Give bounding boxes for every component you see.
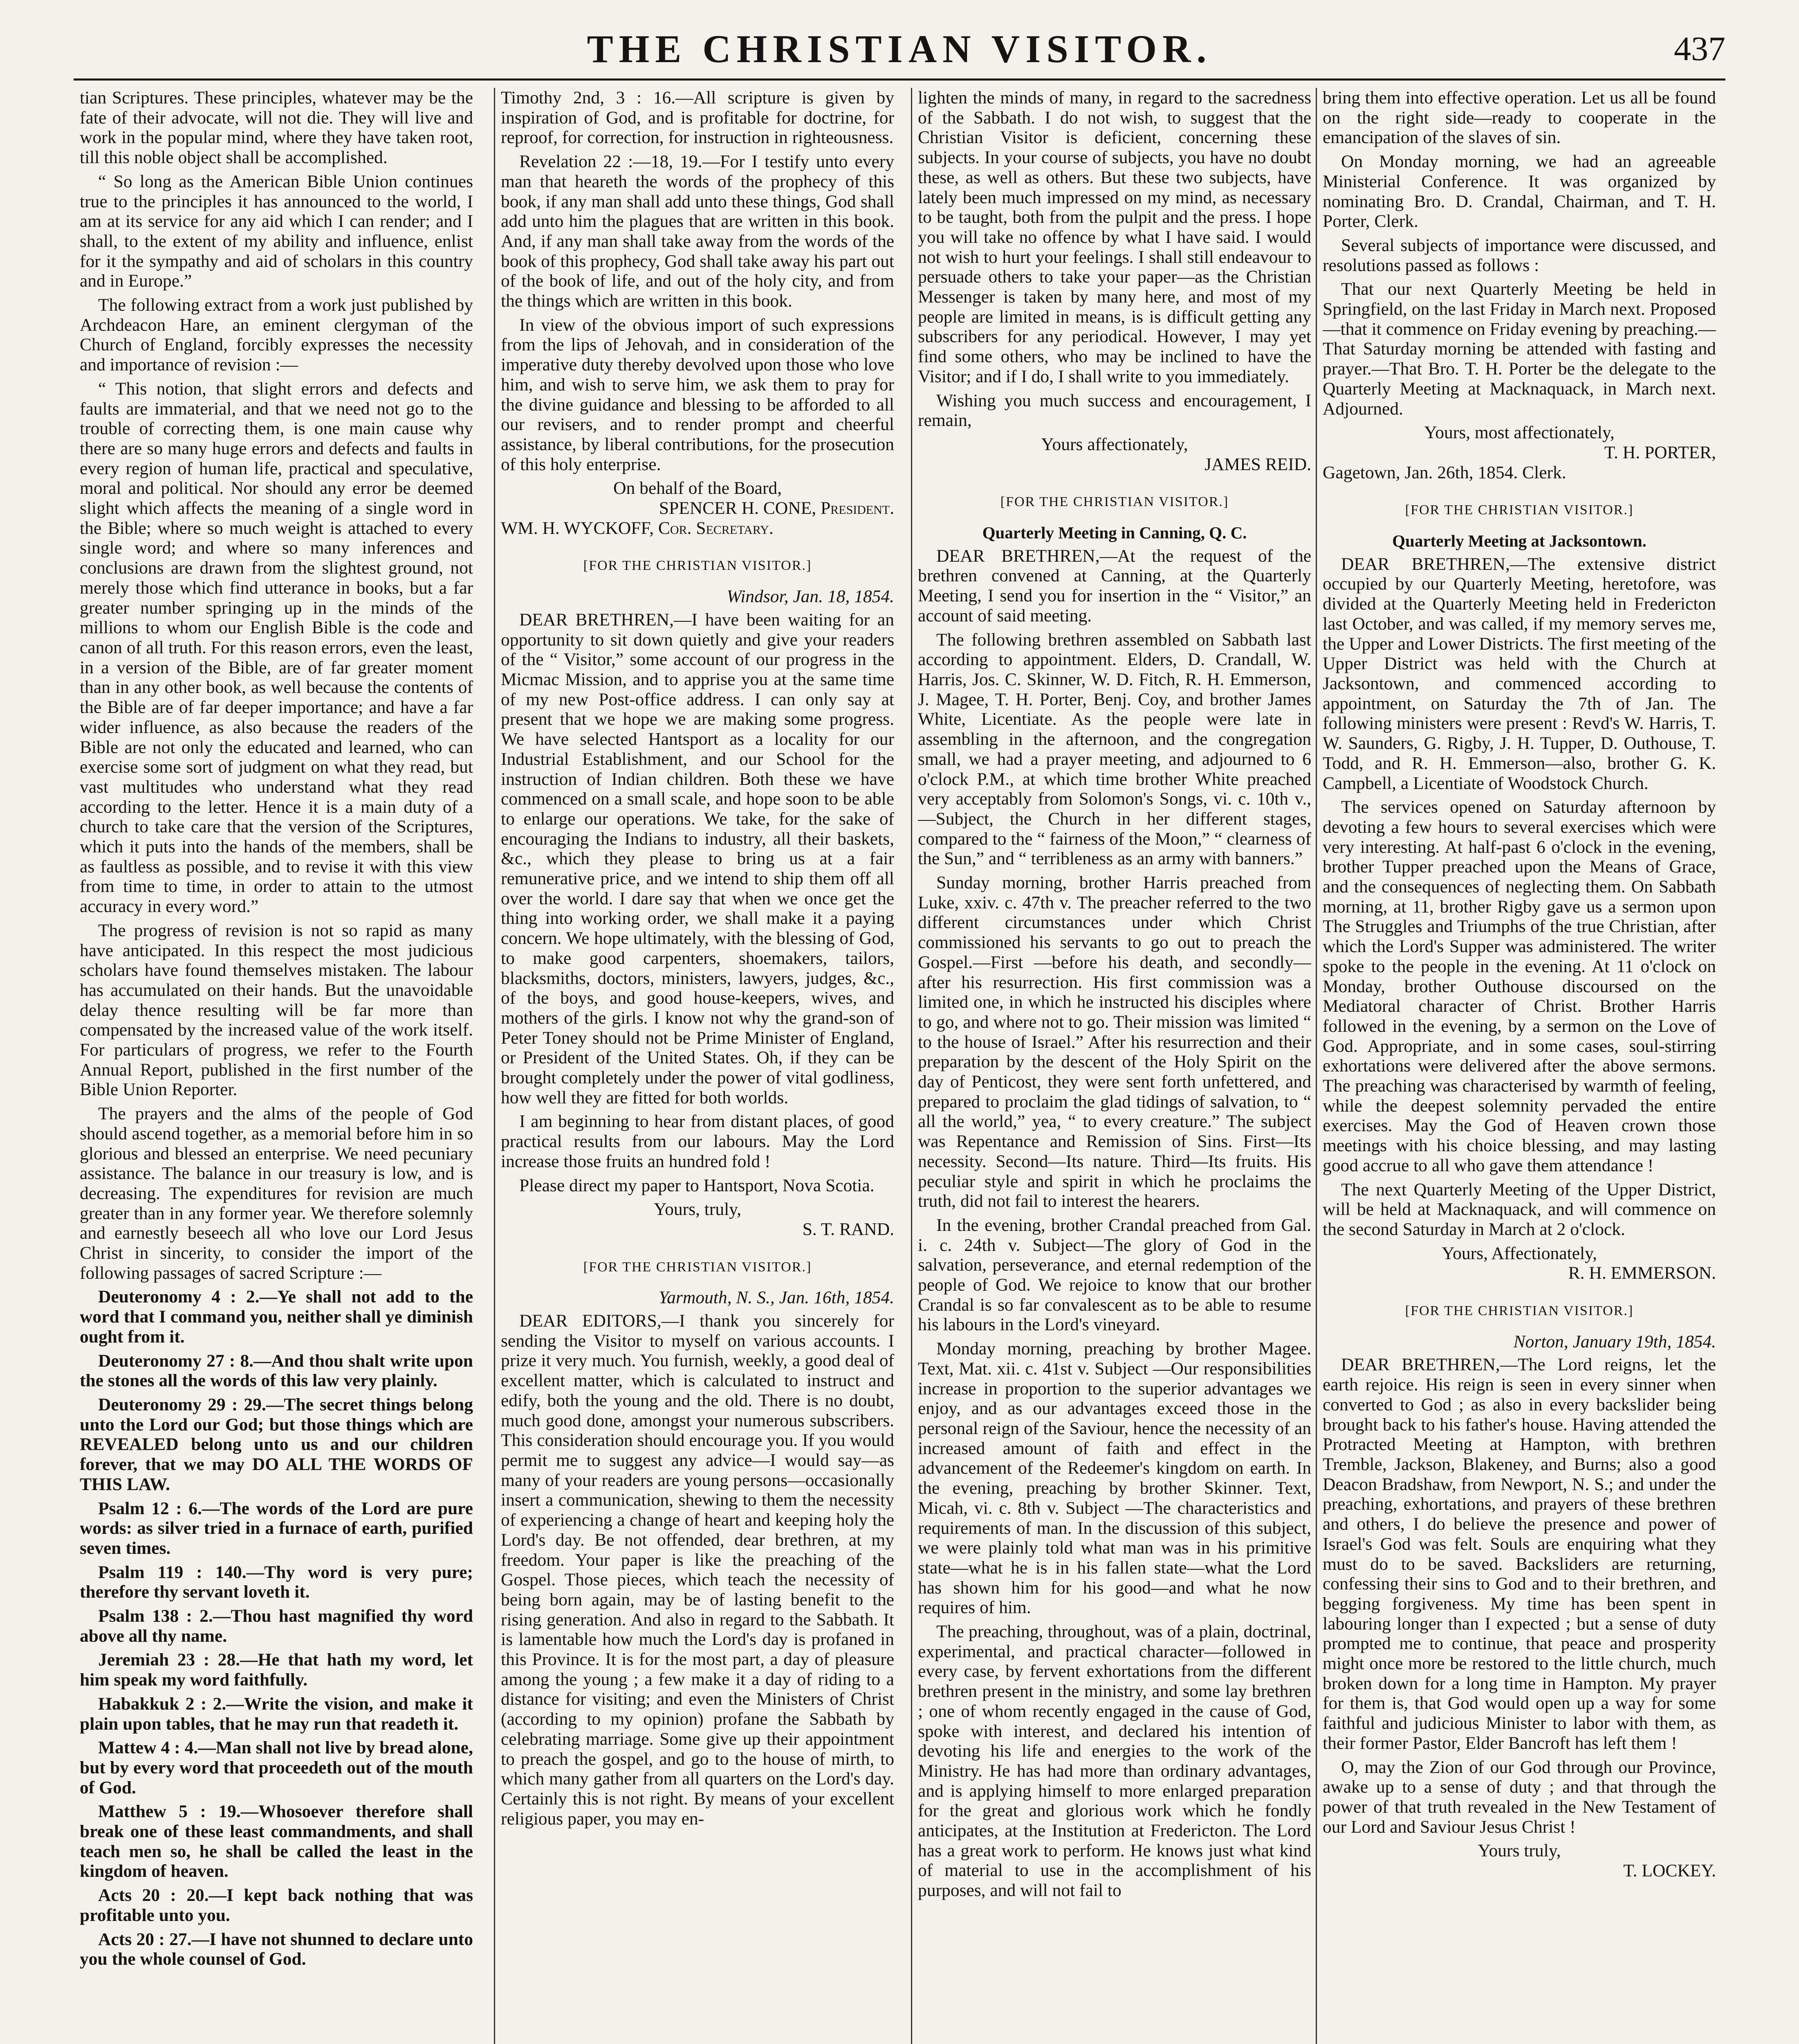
letter-paragraph: DEAR EDITORS,—I thank you sincerely for sending the Visitor to myself on various accounts. I prize it very much. You furnish, weekly, a good deal of excellent matter, which is calculated to instruct and edify, both the young and the old. There is no doubt, much good done, amongst your numerous subscribers. This consideration should encourage you. If you would permit me to suggest any advice—I would say—as many of your readers are young persons—occasionally insert a communication, shewing to them the necessity of experiencing a change of heart and keeping holy the Lord's day. Be not offended, dear brethren, at my freedom. Your paper is like the preaching of the Gospel. Those pieces, which teach the necessity of being born again, may be of lasting benefit to the rising generation. And also in regard to the Sabbath. It is lamentable how much the Lord's day is profaned in this Province. It is for the most part, a day of pleasure among the young ; a few make it a day of riding to a distance for visiting; and even the Ministers of Christ (according to my opinion) profane the Sabbath by celebrating marriage. Some give up their appointment to preach the gospel, and go to the house of mirth, to which many gather from all quarters on the Lord's day. Certainly this is not right. By means of your excellent religious paper, you may en-: [501, 1311, 894, 1829]
scripture-list: [80, 1287, 473, 1969]
paragraph: The prayers and the alms of the people of God should ascend together, as a memorial before him in so glorious and blessed an enterprise. We need pecuniary assistance. The balance in our treasury is low, and is decreasing. The expenditures for revision are much greater than in any former year. We therefore solemnly and earnestly beseech all who love our Lord Jesus Christ in sincerity, to consider the import of the following passages of sacred Scripture :—: [80, 1104, 473, 1283]
report-paragraph: DEAR BRETHREN,—The extensive district occupied by our Quarterly Meeting, heretofore, was divided at the Quarterly Meeting held in Fredericton last October, and was called, if my memory serves me, the Upper and Lower Districts. The first meeting of the Upper District was held with the Church at Jacksontown, and commenced according to appointment, on Saturday the 7th of Jan. The following ministers were present : Revd's W. Harris, T. W. Saunders, G. Rigby, J. H. Tupper, D. Outhouse, T. Todd, and R. H. Emmerson—also, brother G. K. Campbell, a Licentiate of Woodstock Church.: [1323, 554, 1716, 793]
dateline: Yarmouth, N. S., Jan. 16th, 1854.: [658, 1288, 894, 1308]
page-number: 437: [1674, 30, 1725, 68]
scripture-verse: Deuteronomy 4 : 2.—Ye shall not add to the word that I command you, neither shall ye diminish ought from it.: [80, 1287, 473, 1347]
scripture-verse: Matthew 5 : 19.—Whosoever therefore shall break one of these least commandments, and shall teach men so, he shall be called the least in the kingdom of heaven.: [80, 1802, 473, 1881]
column-4: [1323, 88, 1716, 2044]
letter-paragraph: lighten the minds of many, in regard to the sacredness of the Sabbath. I do not wish, to suggest that the Christian Visitor is deficient, concerning these subjects. In your course of subjects, you have no doubt these, as well as others. But these two subjects, have lately been much impressed on my mind, as necessary to be taught, both from the pulpit and the press. I hope you will take no offence by what I have said. I would not wish to hurt your feelings. I shall still endeavour to persuade others to take your paper—as the Christian Messenger is taken by many here, and most of my people are limited in means, is is difficult getting any subscribers for any periodical. However, I may yet find some others, who may be inclined to have the Visitor; and if I do, I shall write to you immediately.: [918, 88, 1311, 386]
report-paragraph: DEAR BRETHREN,—At the request of the brethren convened at Canning, at the Quarterly Meeting, I send you for insertion in the “ Visitor,” an account of said meeting.: [918, 546, 1311, 625]
signature-line: On behalf of the Board,: [613, 478, 782, 498]
scripture-verse: Deuteronomy 29 : 29.—The secret things belong unto the Lord our God; but those things which are REVEALED belong unto us and our children forever, that we may DO ALL THE WORDS OF THIS LAW.: [80, 1395, 473, 1494]
signature-name: WM. H. WYCKOFF, Cor. Secretary.: [501, 518, 774, 538]
report-paragraph: The next Quarterly Meeting of the Upper District, will be held at Macknaquack, and will commence on the second Saturday in March at 2 o'clock.: [1323, 1179, 1716, 1239]
scripture-verse: Psalm 12 : 6.—The words of the Lord are pure words: as silver tried in a furnace of earth, purified seven times.: [80, 1498, 473, 1558]
letter-paragraph: Wishing you much success and encouragement, I remain,: [918, 390, 1311, 430]
signature-name: R. H. EMMERSON.: [1568, 1263, 1716, 1283]
scripture-verse: Psalm 138 : 2.—Thou hast magnified thy word above all thy name.: [80, 1606, 473, 1646]
report-paragraph: On Monday morning, we had an agreeable Ministerial Conference. It was organized by nominating Bro. D. Crandal, Chairman, and T. H. Porter, Clerk.: [1323, 152, 1716, 231]
dateline: Norton, January 19th, 1854.: [1513, 1331, 1716, 1351]
letter-paragraph: I am beginning to hear from distant places, of good practical results from our labours. May the Lord increase those fruits an hundred fold !: [501, 1112, 894, 1171]
masthead-rule: [74, 78, 1725, 81]
letter-paragraph: DEAR BRETHREN,—I have been waiting for an opportunity to sit down quietly and give your readers of the “ Visitor,” some account of our progress in the Micmac Mission, and to apprise you at the same time of my new Post-office address. I can only say at present that we hope we are making some progress. We have selected Hantsport as a locality for our Industrial Establishment, and our School for the instruction of Indian children. Both these we have commenced on a small scale, and hope soon to be able to enlarge our operations. We take, for the sake of encouraging the Indians to industry, all their baskets, &c., which they please to bring us at a fair remunerative price, and we intend to ship them off all over the world. I dare say that when we once get the thing into working order, we shall make it a paying concern. We hope ultimately, with the blessing of God, to make good carpenters, shoemakers, tailors, blacksmiths, doctors, ministers, lawyers, judges, &c., of the boys, and good house-keepers, wives, and mothers of the girls. I know not why the grand-son of Peter Toney should not be Prime Minister of England, or President of the United States. Oh, if they can be brought completely under the power of vital godliness, how well they are fitted for both worlds.: [501, 610, 894, 1107]
paragraph: tian Scriptures. These principles, whatever may be the fate of their advocate, will not die. They will live and work in the popular mind, where they have taken root, till this noble object shall be accomplished.: [80, 88, 473, 168]
report-paragraph: The services opened on Saturday afternoon by devoting a few hours to several exercises which were very interesting. At half-past 6 o'clock in the evening, brother Tupper preached upon the Means of Grace, and the consequences of neglecting them. On Sabbath morning, at 11, brother Rigby gave us a sermon upon The Struggles and Triumphs of the true Christian, after which the Lord's Supper was administered. The writer spoke to the people in the evening. At 11 o'clock on Monday, brother Outhouse discoursed on the Mediatoral character of Christ. Brother Harris followed in the evening, by a sermon on the Love of God. Appropriate, and in some cases, soul-stirring exhortations were delivered after the above sermons. The preaching was characterised by warmth of feeling, while the deepest solemnity pervaded the entire exercises. May the God of Heaven crown those meetings with his choice blessing, and may lasting good accrue to all who gave them attendance !: [1323, 797, 1716, 1175]
report-paragraph: In the evening, brother Crandal preached from Gal. i. c. 24th v. Subject—The glory of God in the salvation, perseverance, and eternal redemption of the people of God. We rejoice to know that our brother Crandal is so far convalescent as to be able to resume his labours in the Lord's vineyard.: [918, 1215, 1311, 1335]
report-paragraph: bring them into effective operation. Let us all be found on the right side—ready to cooperate in the emancipation of the slaves of sin.: [1323, 88, 1716, 148]
letter-paragraph: O, may the Zion of our God through our Province, awake up to a sense of duty ; and that through the power of that truth revealed in the New Testament of our Lord and Saviour Jesus Christ !: [1323, 1757, 1716, 1837]
report-paragraph: The following brethren assembled on Sabbath last according to appointment. Elders, D. Crandall, W. Harris, Jos. C. Skinner, W. D. Fitch, R. H. Emmerson, J. Magee, T. H. Porter, Benj. Coy, and brother James White, Licentiate. As the people were late in assembling in the afternoon, and the congregation small, we had a prayer meeting, and adjourned to 6 o'clock P.M., at which time brother White preached very acceptably from Solomon's Songs, vi. c. 10th v.,—Subject, the Church in her different stages, compared to the “ fairness of the Moon,” “ clearness of the Sun,” and “ terribleness as an army with banners.”: [918, 630, 1311, 869]
signature-place-date: Gagetown, Jan. 26th, 1854. Clerk.: [1323, 462, 1566, 482]
scripture-verse: Mattew 4 : 4.—Man shall not live by bread alone, but by every word that proceedeth out of the mouth of God.: [80, 1738, 473, 1797]
letter-paragraph: Please direct my paper to Hantsport, Nova Scotia.: [519, 1175, 875, 1195]
signature-line: Yours, Affectionately,: [1442, 1243, 1597, 1263]
signature-line: Yours truly,: [1478, 1841, 1561, 1861]
paragraph: The following extract from a work just published by Archdeacon Hare, an eminent clergyman of the Church of England, forcibly expresses the necessity and importance of revision :—: [80, 295, 473, 375]
report-paragraph: Monday morning, preaching by brother Magee. Text, Mat. xii. c. 41st v. Subject —Our responsibilities increase in proportion to the superior advantages we enjoy, and as our advantages exceed those in the personal reign of the Saviour, hence the necessity of an increased amount of faith and effect in the advancement of the Redeemer's kingdom on earth. In the evening, preaching by brother Skinner. Text, Micah, vi. c. 8th v. Subject —The characteristics and requirements of man. In the discussion of this subject, we were plainly told what man was in his primitive state—what he is in his fallen state—what the Lord has shown him for his good—and what he now requires of him.: [918, 1339, 1311, 1618]
column-1: [80, 88, 473, 2044]
scripture-verse: Timothy 2nd, 3 : 16.—All scripture is given by inspiration of God, and is profitable for doctrine, for reproof, for correction, for instruction in righteousness.: [501, 88, 894, 148]
column-divider: [911, 88, 912, 2044]
scripture-verse: Jeremiah 23 : 28.—He that hath my word, let him speak my word faithfully.: [80, 1650, 473, 1690]
letter-paragraph: DEAR BRETHREN,—The Lord reigns, let the earth rejoice. His reign is seen in every sinner when converted to God ; as also in every backslider being brought back to his father's house. Having attended the Protracted Meeting at Hampton, with brethren Tremble, Jackson, Blakeney, and Burns; also a good Deacon Bradshaw, from Newport, N. S.; and under the preaching, exhortations, and prayers of these brethren and others, I do believe the presence and power of Israel's God was felt. Souls are enquiring what they must do to be saved. Backsliders are returning, confessing their sins to God and to their brethren, and begging forgiveness. My time has been spent in labouring longer than I expected ; but a sense of duty prompted me to continue, that peace and prosperity might once more be restored to the little church, much broken down for a long time in Hampton. My prayer for them is, that God would open up a way for some faithful and judicious Minister to labor with them, as their former Pastor, Elder Bancroft has left them !: [1323, 1355, 1716, 1753]
signature-line: Yours, most affectionately,: [1424, 423, 1615, 443]
column-3: [918, 88, 1311, 2044]
column-2: [501, 88, 894, 2044]
section-header: [FOR THE CHRISTIAN VISITOR.]: [583, 558, 812, 574]
masthead: [74, 25, 1725, 74]
section-header: [FOR THE CHRISTIAN VISITOR.]: [1000, 494, 1229, 510]
scripture-verse: Acts 20 : 27.—I have not shunned to declare unto you the whole counsel of God.: [80, 1929, 473, 1969]
report-paragraph: Sunday morning, brother Harris preached from Luke, xxiv. c. 47th v. The preacher referred to the two different circumstances under which Christ commissioned his servants to go out to preach the Gospel.—First —before his death, and secondly—after his resurrection. His first commission was a limited one, in which he instructed his disciples where to go, and where not to go. Their mission was limited “ to the house of Israel.” After his resurrection and their preparation by the descent of the Holy Spirit on the day of Penticost, they were sent forth unfettered, and prepared to proclaim the glad tidings of salvation, to “ all the world,” yea, “ to every creature.” The subject was Repentance and Remission of Sins. First—Its necessity. Second—Its nature. Third—Its fruits. His peculiar style and spirit in which he proclaims the truth, did not fail to interest the hearers.: [918, 873, 1311, 1211]
scripture-verse: Deuteronomy 27 : 8.—And thou shalt write upon the stones all the words of this law very plainly.: [80, 1351, 473, 1391]
newspaper-title: THE CHRISTIAN VISITOR.: [587, 27, 1212, 71]
quote-paragraph: “ So long as the American Bible Union continues true to the principles it has announced to the world, I am at its service for any aid which I can render; and I shall, to the extent of my ability and influence, enlist for it the sympathy and aid of scholars in this country and in Europe.”: [80, 171, 473, 291]
column-divider: [494, 88, 495, 2044]
paragraph: The progress of revision is not so rapid as many have anticipated. In this respect the most judicious scholars have found themselves mistaken. The labour has accumulated on their hands. But the unavoidable delay thence resulting will be far more than compensated by the increased value of the work itself. For particulars of progress, we refer to the Fourth Annual Report, published in the first number of the Bible Union Reporter.: [80, 920, 473, 1100]
signature-line: Yours, truly,: [654, 1199, 741, 1219]
section-header: [FOR THE CHRISTIAN VISITOR.]: [583, 1259, 812, 1275]
column-divider: [1316, 88, 1317, 2044]
quote-paragraph: “ This notion, that slight errors and defects and faults are immaterial, and that we need not go to the trouble of correcting them, is one main cause why there are so many huge errors and defects and faults in every region of human life, practical and speculative, moral and political. Nor should any error be deemed slight which affects the meaning of a single word in the Bible; where so much weight is attached to every single word; and where so many inferences and conclusions are drawn from the slightest ground, not merely those which find utterance in books, but a far greater number springing up in the minds of the millions to whom our English Bible is the code and canon of all truth. For this reason errors, even the least, in a version of the Bible, are of far greater moment than in any other book, as well because the contents of the Bible are of far deeper importance; and have a far wider influence, as also because the readers of the Bible are not only the educated and learned, who can exercise some sort of judgment on what they read, but vast multitudes who understand what they read according to the letter. Hence it is a main duty of a church to take care that the version of the Scriptures, which it puts into the hands of the members, shall be as faultless as possible, and to revise it with this view from time to time, in order to attain to the utmost accuracy in every word.”: [80, 379, 473, 917]
signature-name: S. T. RAND.: [802, 1219, 894, 1239]
scripture-verse: Habakkuk 2 : 2.—Write the vision, and make it plain upon tables, that he may run that readeth it.: [80, 1694, 473, 1734]
section-header: [FOR THE CHRISTIAN VISITOR.]: [1405, 502, 1634, 518]
scripture-verse: Psalm 119 : 140.—Thy word is very pure; therefore thy servant loveth it.: [80, 1562, 473, 1602]
scripture-verse: Acts 20 : 20.—I kept back nothing that was profitable unto you.: [80, 1885, 473, 1925]
report-paragraph: The preaching, throughout, was of a plain, doctrinal, experimental, and practical character—followed in every case, by fervent exhortations from the different brethren present in the ministry, and some lay brethren ; one of whom recently engaged in the cause of God, spoke with interest, and declared his intention of devoting his life and energies to the work of the Ministry. He has had more than ordinary advantages, and is applying himself to more enlarged preparation for the great and glorious work which he fondly anticipates, at the Institution at Fredericton. The Lord has a great work to perform. He knows just what kind of material to use in the accomplishment of his purposes, and will not fail to: [918, 1622, 1311, 1901]
article-title: Quarterly Meeting at Jacksontown.: [1392, 531, 1646, 551]
section-header: [FOR THE CHRISTIAN VISITOR.]: [1405, 1303, 1634, 1319]
paragraph: In view of the obvious import of such expressions from the lips of Jehovah, and in consideration of the imperative duty thereby devolved upon those who love him, and wish to serve him, we ask them to pray for the divine guidance and blessing to be afforded to all our revisers, and to render prompt and cheerful assistance, by liberal contributions, for the prosecution of this holy enterprise.: [501, 315, 894, 474]
signature-name: JAMES REID.: [1204, 454, 1311, 474]
dateline: Windsor, Jan. 18, 1854.: [727, 587, 894, 607]
report-paragraph: That our next Quarterly Meeting be held in Springfield, on the last Friday in March next. Proposed—that it commence on Friday evening by preaching.—That Saturday morning be attended with fasting and prayer.—That Bro. T. H. Porter be the delegate to the Quarterly Meeting at Macknaquack, in March next. Adjourned.: [1323, 279, 1716, 419]
signature-name: T. H. PORTER,: [1604, 442, 1716, 462]
signature-name: SPENCER H. CONE, President.: [659, 498, 894, 518]
signature-name: T. LOCKEY.: [1623, 1861, 1716, 1881]
report-paragraph: Several subjects of importance were discussed, and resolutions passed as follows :: [1323, 235, 1716, 275]
signature-line: Yours affectionately,: [1041, 434, 1188, 454]
article-title: Quarterly Meeting in Canning, Q. C.: [982, 523, 1247, 542]
scripture-verse: Revelation 22 :—18, 19.—For I testify unto every man that heareth the words of the prophecy of this book, if any man shall add unto these things, God shall add unto him the plagues that are written in this book. And, if any man shall take away from the words of the book of this prophecy, God shall take away his part out of the book of life, and out of the holy city, and from the things which are written in this book.: [501, 152, 894, 311]
